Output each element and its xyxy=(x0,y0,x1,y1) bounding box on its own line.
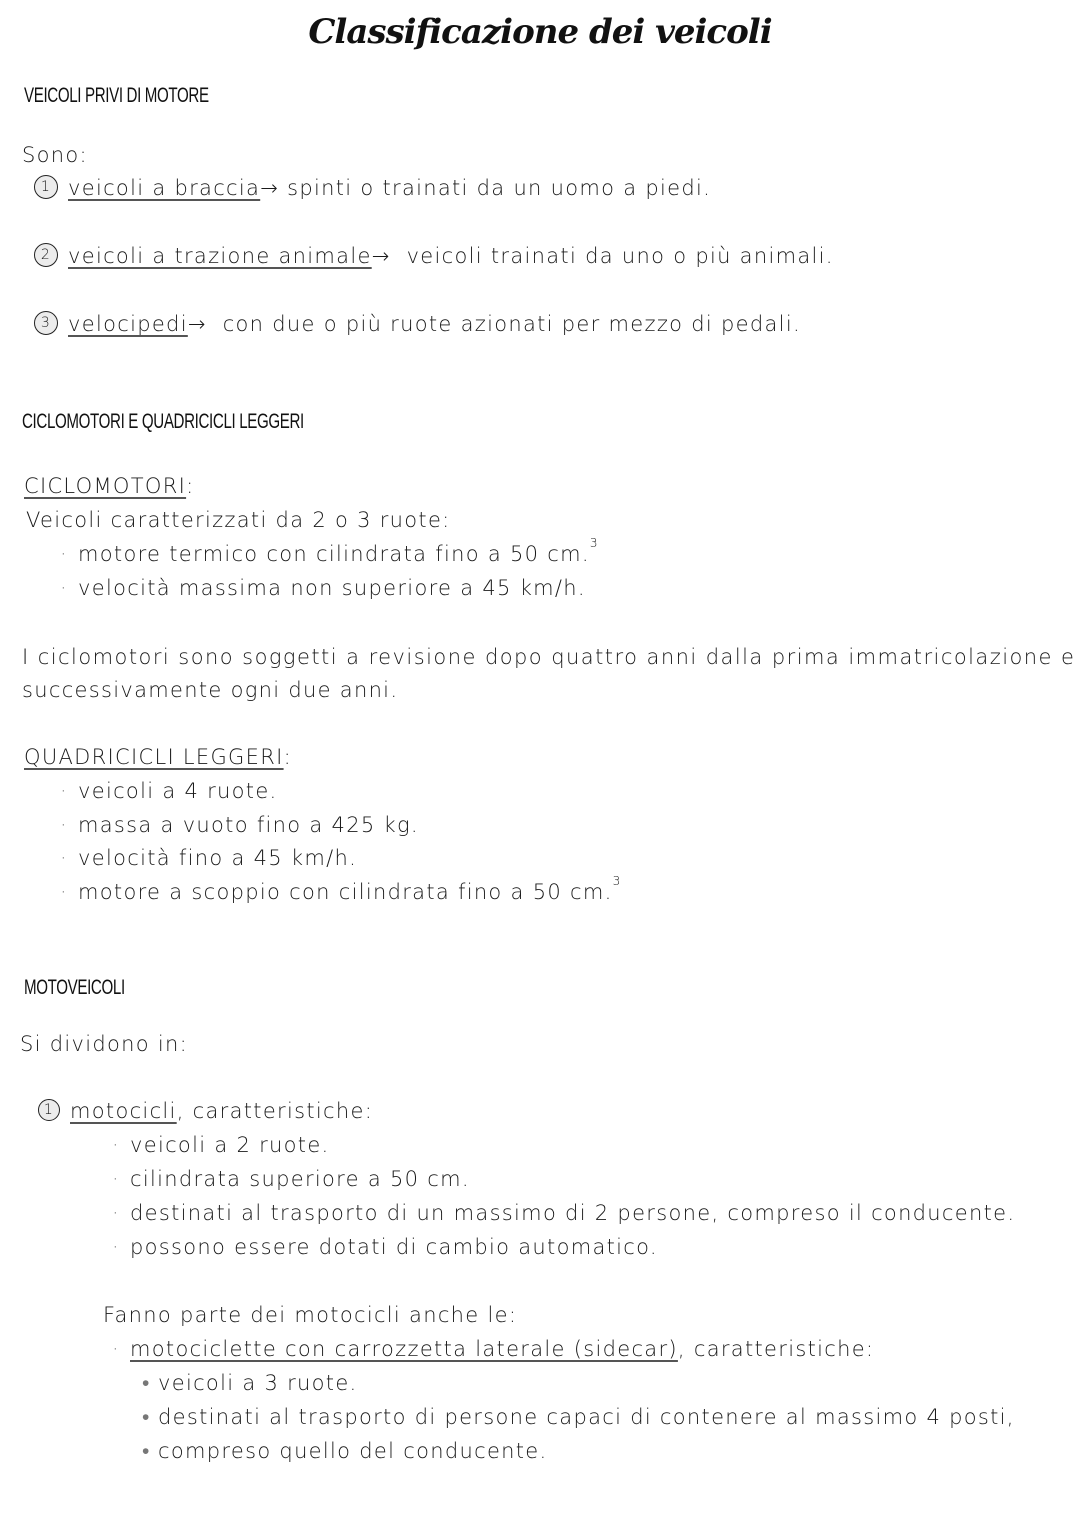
bullet-icon: · xyxy=(60,846,68,870)
bullet-item xyxy=(60,846,357,870)
list-item-motocicli xyxy=(38,1099,373,1123)
term: veicoli a braccia xyxy=(68,176,261,200)
description: spinti o trainati da un uomo a piedi. xyxy=(287,176,712,200)
bullet-text: veicoli a 3 ruote. xyxy=(158,1371,358,1395)
section-heading-ciclomotori-quadricicli: CICLOMOTORI E QUADRICICLI LEGGERI xyxy=(22,410,304,433)
bullet-icon: · xyxy=(112,1235,120,1259)
term-rest: , caratteristiche: xyxy=(677,1337,875,1361)
term: motociclette con carrozzetta laterale (sidecar) xyxy=(130,1337,678,1361)
superscript: 3 xyxy=(612,874,622,888)
bullet-icon: · xyxy=(112,1337,120,1361)
arrow-icon: → xyxy=(187,312,207,336)
motocicli-also: Fanno parte dei motocicli anche le: xyxy=(103,1303,518,1327)
bullet-text: destinati al trasporto di persone capaci di contenere al massimo 4 posti, xyxy=(158,1405,1015,1429)
ciclomotori-intro: Veicoli caratterizzati da 2 o 3 ruote: xyxy=(26,508,451,532)
description: con due o più ruote azionati per mezzo di pedali. xyxy=(222,312,801,336)
bullet-item xyxy=(60,576,586,600)
term: motocicli xyxy=(70,1099,177,1123)
section-heading-privi-motore: VEICOLI PRIVI DI MOTORE xyxy=(24,84,209,107)
term: veicoli a trazione animale xyxy=(68,244,372,268)
bullet-text: veicoli a 2 ruote. xyxy=(130,1133,330,1157)
number-circle-icon: 1 xyxy=(38,1099,60,1121)
bullet-icon: · xyxy=(112,1167,120,1191)
bullet-text: destinati al trasporto di un massimo di 2 persone, compreso il conducente. xyxy=(130,1201,1016,1225)
colon: : xyxy=(186,474,195,498)
list-item xyxy=(34,176,711,201)
label: QUADRICICLI LEGGERI xyxy=(24,745,284,769)
revision-note-line-2: successivamente ogni due anni. xyxy=(22,678,399,702)
bullet-item xyxy=(112,1133,330,1157)
colon: : xyxy=(283,745,292,769)
section-heading-motoveicoli: MOTOVEICOLI xyxy=(24,976,125,999)
sidecar-item xyxy=(112,1337,874,1361)
bullet-text: possono essere dotati di cambio automatico. xyxy=(130,1235,658,1259)
bullet-text: velocità fino a 45 km/h. xyxy=(78,846,358,870)
bullet-item xyxy=(112,1167,470,1191)
bullet-item xyxy=(60,779,278,803)
bullet-item xyxy=(60,813,419,837)
list-item xyxy=(34,312,801,337)
subheading-ciclomotori xyxy=(24,474,194,498)
superscript: 3 xyxy=(589,536,599,550)
bullet-text: massa a vuoto fino a 425 kg. xyxy=(78,813,419,837)
term-rest: , caratteristiche: xyxy=(176,1099,374,1123)
bullet-item xyxy=(142,1439,548,1464)
motoveicoli-intro: Si dividono in: xyxy=(20,1032,188,1056)
revision-note-line-1: I ciclomotori sono soggetti a revisione dopo quattro anni dalla prima immatricolazione e xyxy=(22,645,1076,669)
bullet-icon: · xyxy=(60,576,68,600)
subheading-quadricicli xyxy=(24,745,292,769)
page-title: Classificazione dei veicoli xyxy=(308,12,772,52)
bullet-icon: · xyxy=(60,813,68,837)
bullet-text: cilindrata superiore a 50 cm. xyxy=(130,1167,470,1191)
number-circle-icon: 2 xyxy=(34,243,58,267)
bullet-item xyxy=(60,536,599,566)
list-item xyxy=(34,244,834,269)
bullet-icon: • xyxy=(142,1371,151,1395)
intro-sono: Sono: xyxy=(22,143,88,167)
bullet-icon: · xyxy=(60,542,68,566)
bullet-icon: · xyxy=(112,1133,120,1157)
bullet-text: motore a scoppio con cilindrata fino a 50 cm. xyxy=(78,880,613,904)
arrow-icon: → xyxy=(371,244,391,268)
arrow-icon: → xyxy=(260,176,280,200)
description: veicoli trainati da uno o più animali. xyxy=(406,244,834,268)
bullet-item xyxy=(112,1201,1015,1225)
bullet-text: velocità massima non superiore a 45 km/h. xyxy=(78,576,586,600)
bullet-icon: • xyxy=(142,1405,151,1429)
label: CICLOMOTORI xyxy=(24,474,187,498)
term: velocipedi xyxy=(68,312,188,336)
number-circle-icon: 3 xyxy=(34,311,58,335)
bullet-item xyxy=(142,1371,358,1396)
bullet-icon: • xyxy=(142,1439,151,1463)
bullet-item xyxy=(60,874,622,904)
bullet-item xyxy=(112,1235,658,1259)
bullet-item xyxy=(142,1405,1015,1430)
bullet-icon: · xyxy=(60,779,68,803)
bullet-text: veicoli a 4 ruote. xyxy=(78,779,278,803)
bullet-icon: · xyxy=(60,880,68,904)
number-circle-icon: 1 xyxy=(34,175,58,199)
bullet-icon: · xyxy=(112,1201,120,1225)
bullet-text: compreso quello del conducente. xyxy=(158,1439,548,1463)
bullet-text: motore termico con cilindrata fino a 50 cm. xyxy=(78,542,590,566)
